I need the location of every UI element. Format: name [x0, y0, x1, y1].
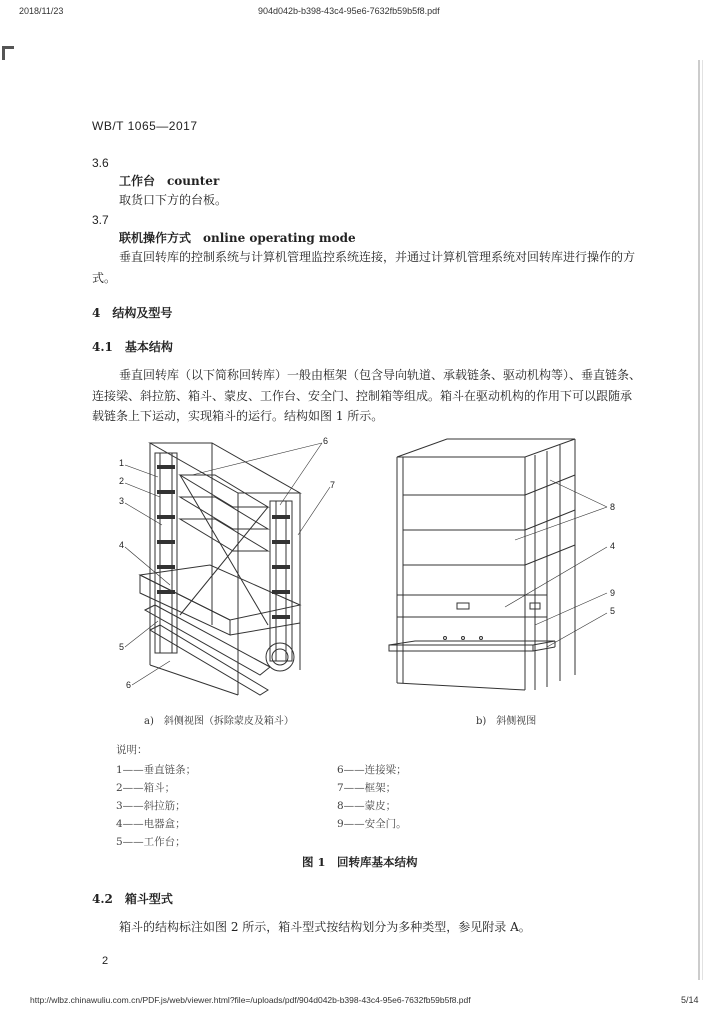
figure-b-caption: b) 斜侧视图 — [476, 716, 537, 727]
print-url: http://wlbz.chinawuliu.com.cn/PDF.js/web/viewer.html?file=/uploads/pdf/904d042b-b398-43c4-95e6-7632fb59b5f8.pdf — [30, 995, 471, 1005]
scan-corner-mark — [2, 46, 14, 60]
fig-a-label-2: 2 — [119, 476, 125, 486]
section-4-2-heading: 4.2 箱斗型式 — [92, 892, 173, 906]
legend-item: 2——箱斗； — [116, 782, 176, 794]
section-3-6-number: 3.6 — [92, 156, 109, 170]
page-number: 2 — [102, 955, 109, 967]
figure-1-title: 图 1 回转库基本结构 — [302, 855, 418, 869]
section-3-7-number: 3.7 — [92, 213, 109, 227]
print-page-indicator: 5/14 — [681, 995, 699, 1005]
legend-item: 7——框架； — [337, 782, 397, 794]
fig-a-label-5: 5 — [119, 642, 125, 652]
legend-item: 8——蒙皮； — [337, 800, 397, 812]
fig-a-label-4: 4 — [119, 540, 125, 550]
legend-title: 说明： — [116, 744, 148, 756]
fig-a-label-6-top: 6 — [323, 436, 329, 446]
print-file-title: 904d042b-b398-43c4-95e6-7632fb59b5f8.pdf — [258, 6, 440, 16]
fig-a-label-3: 3 — [119, 496, 125, 506]
legend-item: 1——垂直链条； — [116, 764, 197, 776]
legend-item: 5——工作台； — [116, 836, 186, 848]
section-4-2-paragraph: 箱斗的结构标注如图 2 所示，箱斗型式按结构划分为多种类型，参见附录 A。 — [119, 920, 531, 934]
fig-a-label-6-bottom: 6 — [126, 680, 132, 690]
legend-item: 9——安全门。 — [337, 818, 407, 830]
print-date: 2018/11/23 — [19, 6, 64, 16]
legend-item: 4——电器盒； — [116, 818, 186, 830]
fig-a-label-1: 1 — [119, 458, 125, 468]
figure-b-exterior-drawing — [385, 435, 630, 700]
section-3-6-definition: 取货口下方的台板。 — [119, 193, 228, 207]
fig-a-label-7: 7 — [330, 480, 336, 490]
section-3-6-term: 工作台 counter — [119, 174, 220, 188]
section-4-1-paragraph: 垂直回转库（以下简称回转库）一般由框架（包含导向轨道、承载链条、驱动机构等）、垂直链条、连接梁、斜拉筋、箱斗、蒙皮、工作台、安全门、控制箱等组成。箱斗在驱动机构的作用下可以跟随承载链条上下运动，实现箱斗的运行。结构如图 1 所示。 — [92, 368, 642, 423]
section-4-1-heading: 4.1 基本结构 — [92, 340, 173, 354]
figure-a-caption: a) 斜侧视图（拆除蒙皮及箱斗） — [144, 716, 294, 727]
page-edge-shadow-2 — [702, 60, 703, 980]
legend-item: 3——斜拉筋； — [116, 800, 186, 812]
fig-b-label-9: 9 — [610, 588, 616, 598]
section-4-heading: 4 结构及型号 — [92, 306, 173, 320]
page-edge-shadow — [698, 60, 700, 980]
fig-b-label-5: 5 — [610, 606, 616, 616]
standard-number: WB/T 1065—2017 — [92, 119, 198, 133]
section-3-7-term: 联机操作方式 online operating mode — [119, 231, 356, 245]
legend-left-column — [116, 762, 196, 852]
section-3-7-definition: 垂直回转库的控制系统与计算机管理监控系统连接，并通过计算机管理系统对回转库进行操作的方式。 — [92, 250, 636, 285]
fig-b-label-4: 4 — [610, 541, 616, 551]
fig-b-label-8: 8 — [610, 502, 616, 512]
figure-a-frame-drawing — [100, 435, 360, 710]
legend-item: 6——连接梁； — [337, 764, 407, 776]
legend-right-column — [337, 762, 407, 834]
